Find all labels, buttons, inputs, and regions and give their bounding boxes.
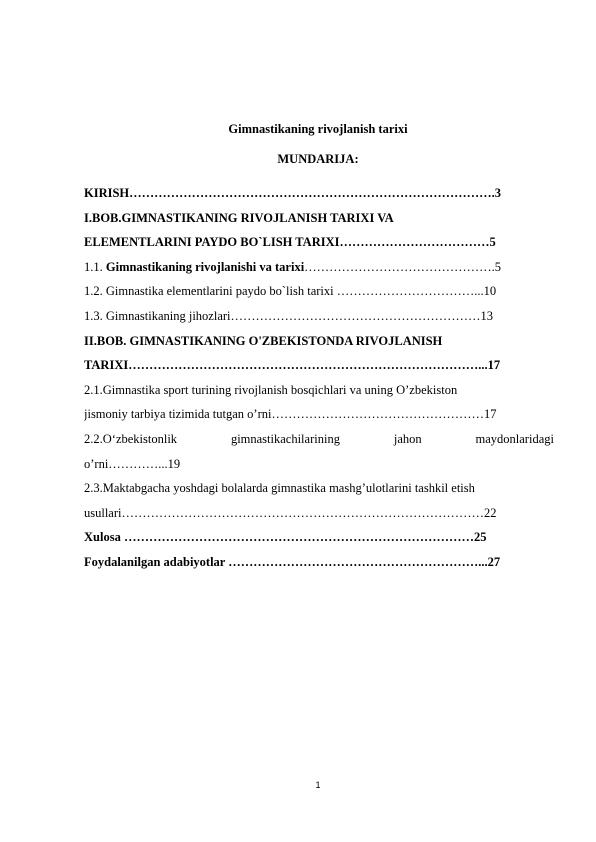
toc-entry-2-2-word: 2.2.O‘zbekistonlik (84, 431, 178, 446)
toc-entry-2-2-line2: o’rni…………...19 (84, 456, 181, 471)
toc-entry-xulosa: Xulosa …………………………………………………………………………25 (84, 530, 487, 545)
toc-entry-2-1-line1: 2.1.Gimnastika sport turining rivojlanish bosqichlari va uning O’zbekiston (84, 382, 458, 397)
table-of-contents (84, 181, 554, 575)
toc-entry-1-1 (84, 255, 554, 280)
document-title: Gimnastikaning rivojlanish tarixi (228, 122, 408, 136)
toc-chapter-1-line1: I.BOB.GIMNASTIKANING RIVOJLANISH TARIXI VA (84, 210, 394, 225)
toc-entry-2-2-word: maydonlaridagi (475, 431, 554, 446)
toc-entry-2-1-line2: jismoniy tarbiya tizimida tutgan o’rni……………………………………………17 (84, 407, 497, 422)
toc-entry-1-1-number: 1.1. (84, 259, 106, 274)
toc-entry-1-3: 1.3. Gimnastikaning jihozlari……………………………………………………13 (84, 308, 494, 323)
toc-entry-1-1-leader: ……………………………………….5 (304, 259, 502, 274)
toc-chapter-1-line2: ELEMENTLARINI PAYDO BO`LISH TARIXI………………………………5 (84, 235, 496, 250)
toc-entry-2-3-line1: 2.3.Maktabgacha yoshdagi bolalarda gimnastika mashg’ulotlarini tashkil etish (84, 481, 475, 496)
toc-entry-2-2-word: jahon (393, 431, 422, 446)
toc-entry-1-2: 1.2. Gimnastika elementlarini paydo bo`lish tarixi ……………………………...10 (84, 284, 497, 299)
toc-entry-1-1-title: Gimnastikaning rivojlanishi va tarixi (105, 259, 305, 274)
toc-entry-2-2-word: gimnastikachilarining (230, 431, 340, 446)
page-number: 1 (315, 780, 321, 790)
toc-entry-2-3-line2: usullari……………………………………………………………………………22 (84, 505, 497, 520)
contents-heading: MUNDARIJA: (277, 152, 359, 166)
toc-chapter-2-line2: TARIXI…………………………………………………………………………...17 (84, 358, 501, 373)
toc-entry-2-2-line1 (84, 427, 554, 452)
toc-chapter-2-line1: II.BOB. GIMNASTIKANING O'ZBEKISTONDA RIVOJLANISH (84, 333, 443, 348)
toc-entry-adabiyotlar: Foydalanilgan adabiyotlar ……………………………………………………...27 (84, 554, 501, 569)
toc-entry-kirish: KIRISH…………………………………………………………………………….3 (84, 186, 502, 200)
